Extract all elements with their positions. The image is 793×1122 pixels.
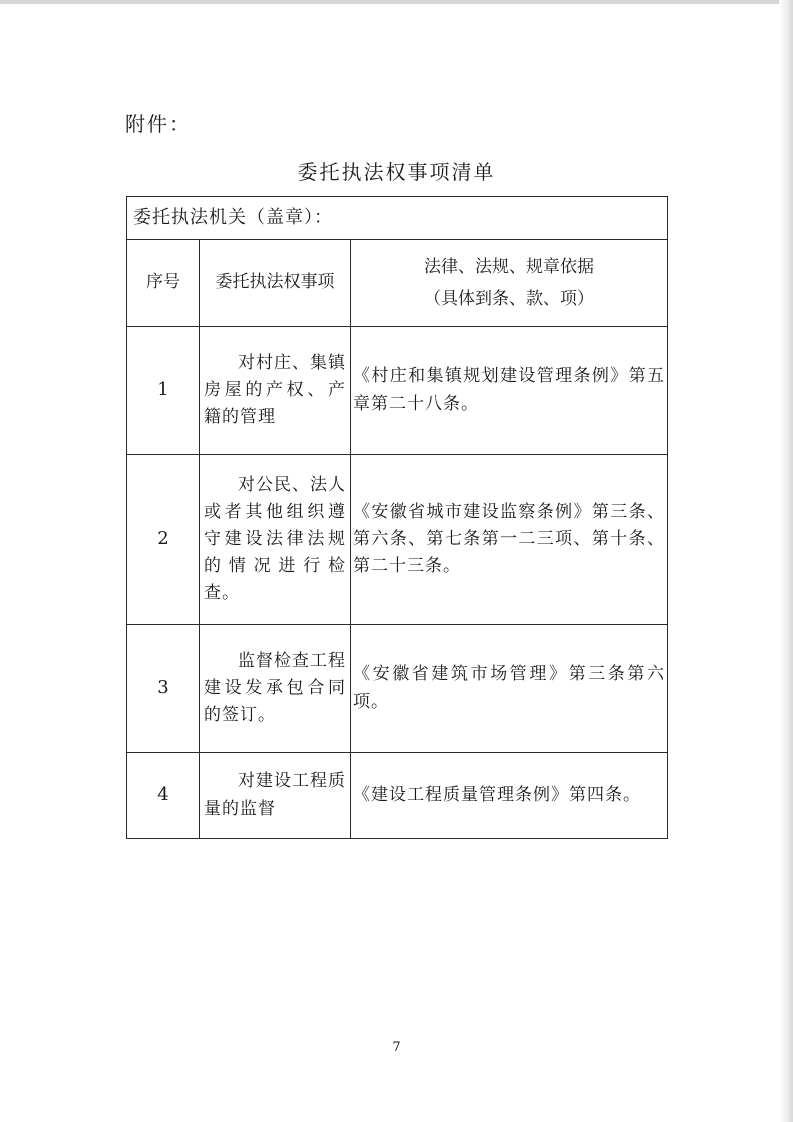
delegation-list-table [126,196,668,839]
header-row [127,240,668,327]
document-title: 委托执法权事项清单 [297,160,496,184]
header-no: 序号 [127,240,200,327]
row-number: 4 [127,753,200,839]
row-basis: 《安徽省城市建设监察条例》第三条、第六条、第七条第一二三项、第十条、第二十三条。 [351,455,668,625]
row-item: 对村庄、集镇房屋的产权、产籍的管理 [200,327,351,455]
table-row [127,753,668,839]
header-basis-line1: 法律、法规、规章依据 [424,256,594,277]
header-item: 委托执法权事项 [200,240,351,327]
agency-row [127,197,668,240]
header-basis-line2: （具体到条、款、项） [424,289,594,309]
page-top-edge [0,0,793,4]
row-item: 对公民、法人或者其他组织遵守建设法律法规的情况进行检查。 [200,455,351,625]
row-number: 1 [127,327,200,455]
row-number: 2 [127,455,200,625]
row-basis: 《建设工程质量管理条例》第四条。 [351,753,668,839]
agency-label: 委托执法机关（盖章）： [127,197,668,240]
row-basis: 《村庄和集镇规划建设管理条例》第五章第二十八条。 [351,327,668,455]
row-item: 对建设工程质量的监督 [200,753,351,839]
page-number: 7 [392,1040,401,1055]
row-basis: 《安徽省建筑市场管理》第三条第六项。 [351,625,668,753]
attachment-label: 附件： [125,112,191,136]
table-row [127,327,668,455]
table-row [127,625,668,753]
row-number: 3 [127,625,200,753]
header-basis [351,240,668,327]
table-row [127,455,668,625]
row-item: 监督检查工程建设发承包合同的签订。 [200,625,351,753]
